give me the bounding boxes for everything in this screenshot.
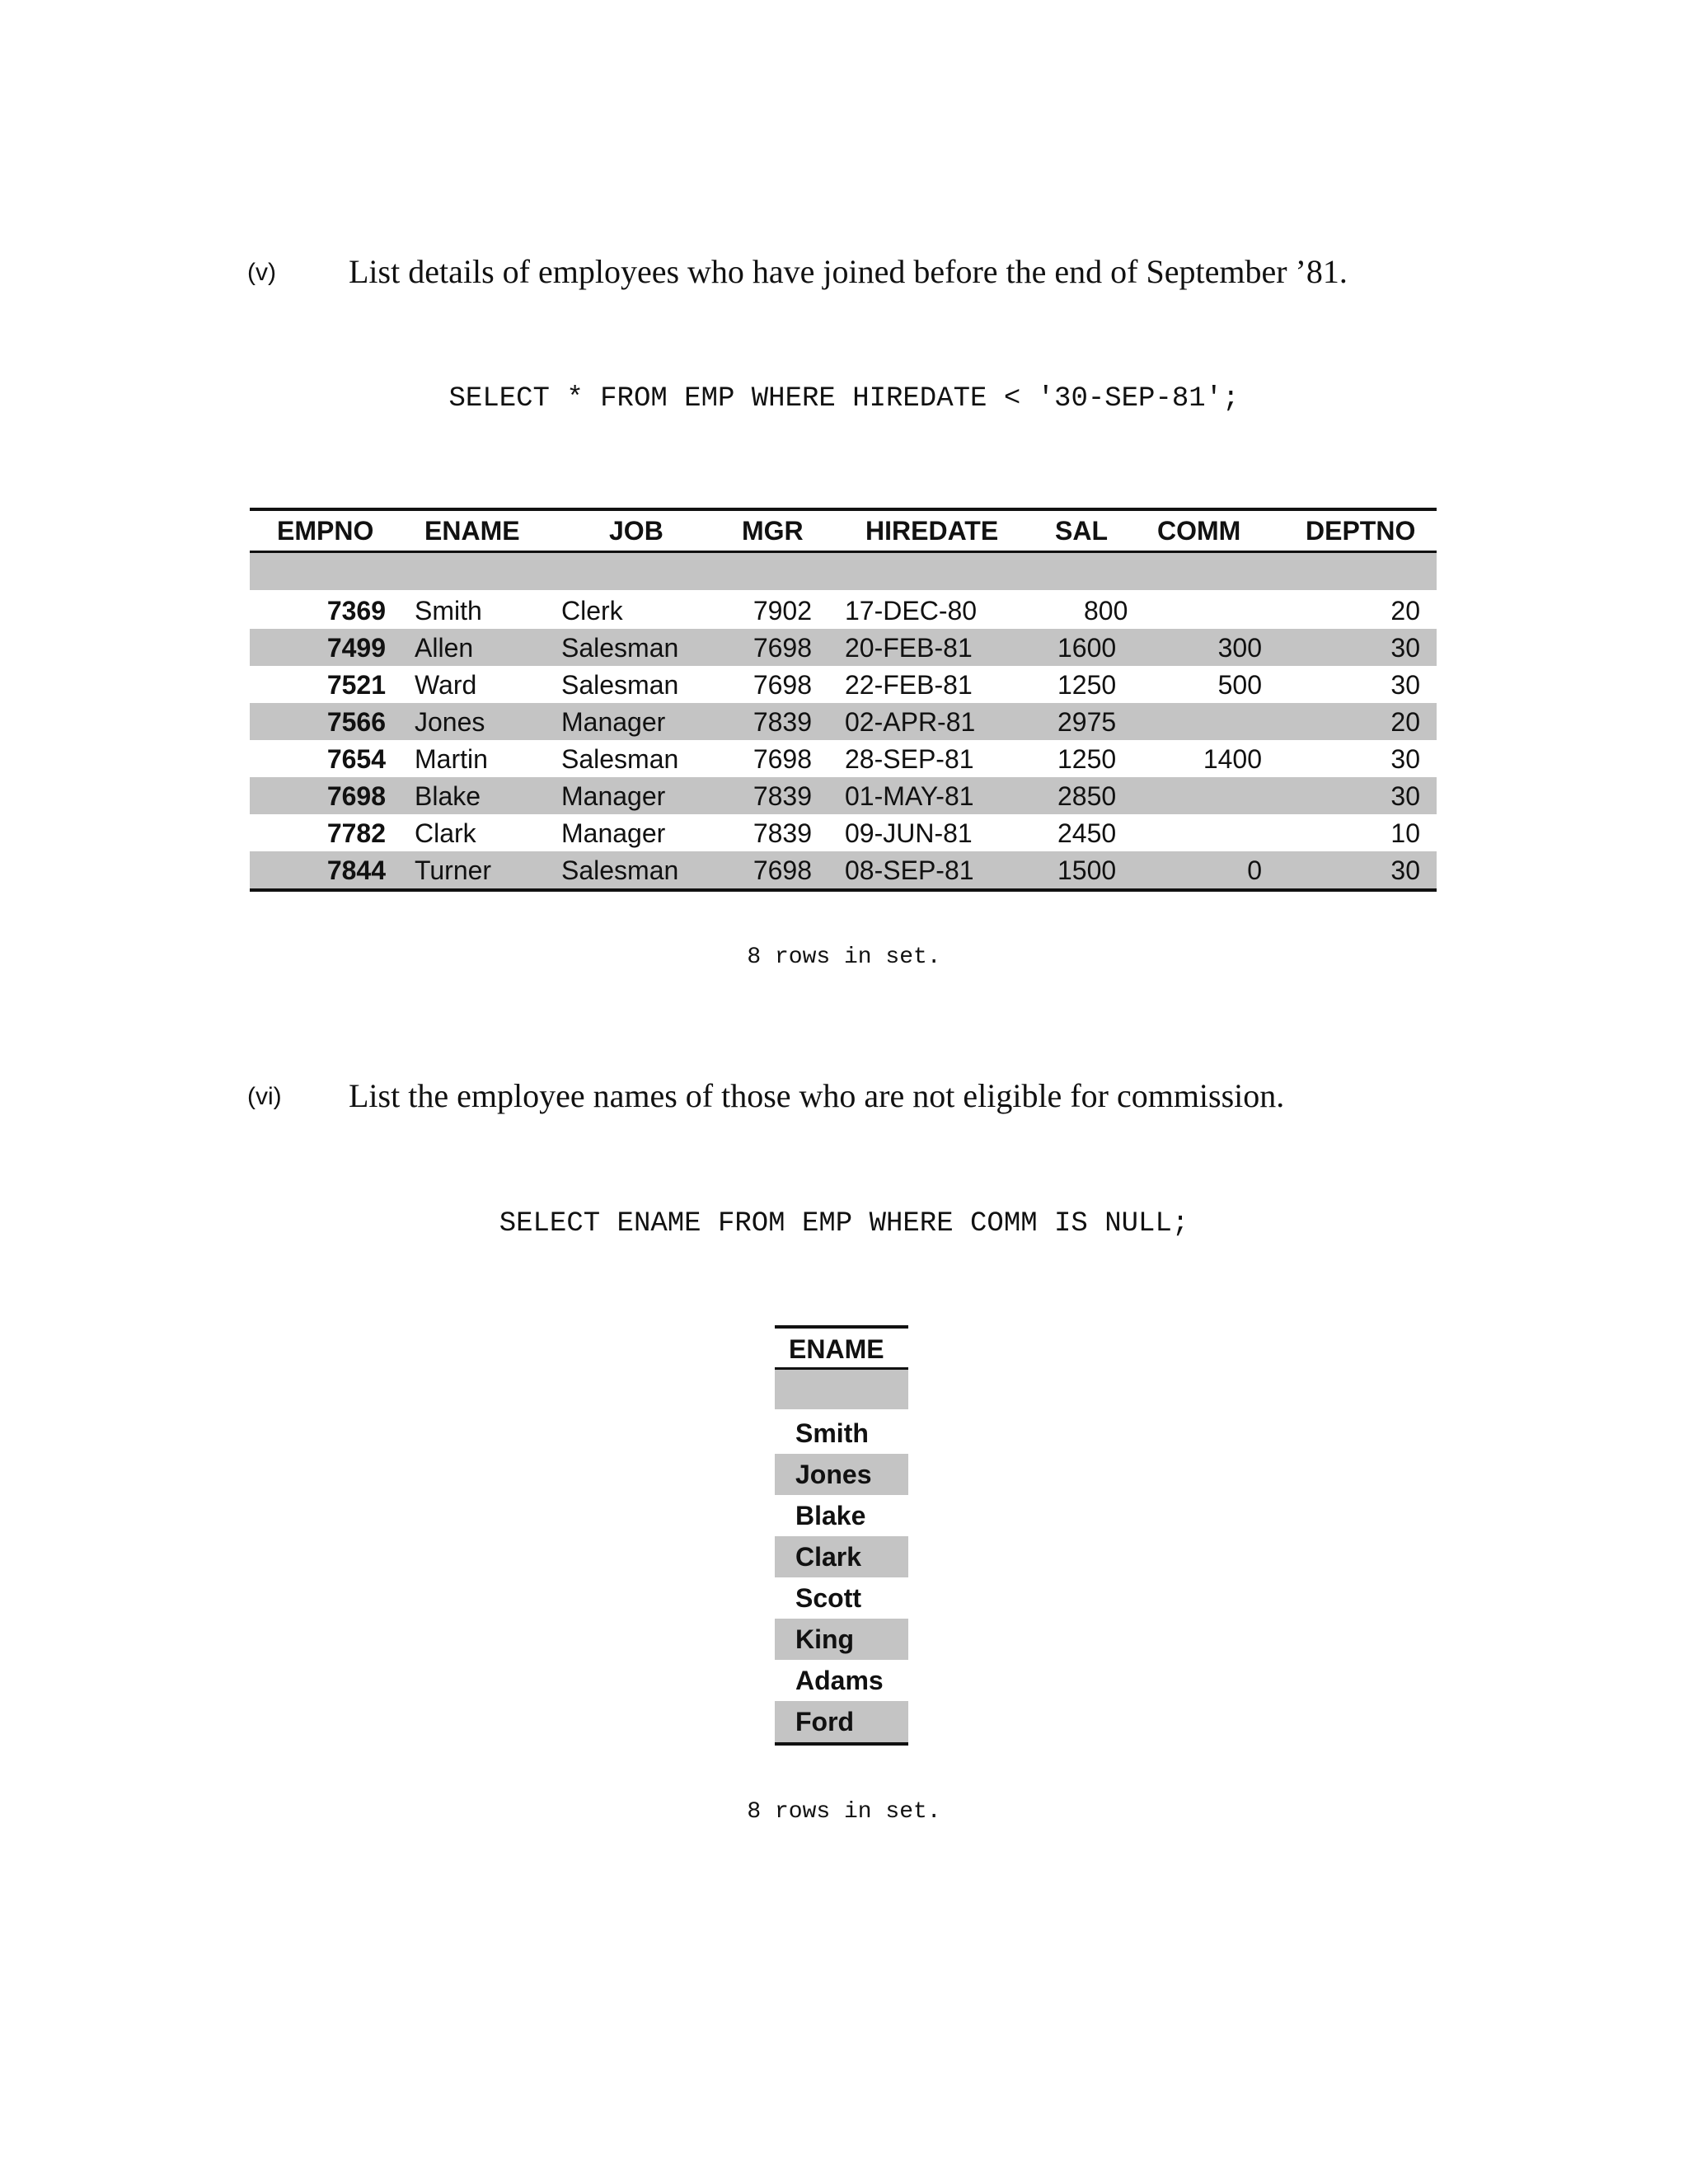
cell-empno: 7369 bbox=[326, 596, 386, 626]
question-number-vi: (vi) bbox=[247, 1083, 282, 1110]
column-header-hiredate: HIREDATE bbox=[865, 516, 999, 546]
list-item: Clark bbox=[775, 1536, 908, 1577]
cell-ename: Martin bbox=[415, 744, 488, 774]
cell-job: Salesman bbox=[561, 633, 679, 663]
cell-sal: 2450 bbox=[1057, 818, 1117, 848]
cell-hiredate: 02-APR-81 bbox=[845, 707, 976, 737]
list-item: Blake bbox=[795, 1501, 866, 1530]
cell-sal: 1250 bbox=[1057, 670, 1117, 700]
cell-deptno: 30 bbox=[1390, 670, 1420, 700]
table-row bbox=[250, 666, 1437, 703]
column-header-ename: ENAME bbox=[424, 516, 520, 546]
cell-sal: 800 bbox=[1084, 596, 1128, 626]
sql-query-vi: SELECT ENAME FROM EMP WHERE COMM IS NULL; bbox=[499, 1208, 1189, 1240]
cell-mgr: 7698 bbox=[753, 633, 812, 663]
question-number-v: (v) bbox=[247, 259, 276, 286]
rows-count-note-v: 8 rows in set. bbox=[747, 944, 941, 970]
cell-deptno: 20 bbox=[1390, 707, 1420, 737]
column-header-mgr: MGR bbox=[742, 516, 804, 546]
question-text-vi: List the employee names of those who are not eligible for commission. bbox=[349, 1077, 1285, 1114]
list-item: Scott bbox=[795, 1583, 861, 1613]
question-text-v: List details of employees who have joined before the end of September ’81. bbox=[349, 253, 1348, 290]
ename-result-table bbox=[775, 1325, 908, 1746]
cell-ename: Clark bbox=[415, 818, 476, 848]
list-item: Smith bbox=[795, 1418, 869, 1448]
cell-ename: Turner bbox=[415, 855, 492, 885]
sql-query-v: SELECT * FROM EMP WHERE HIREDATE < '30-SEP-81'; bbox=[448, 383, 1240, 415]
cell-mgr: 7698 bbox=[753, 670, 812, 700]
cell-empno: 7499 bbox=[326, 633, 386, 663]
table-row bbox=[250, 851, 1437, 888]
cell-ename: Jones bbox=[415, 707, 485, 737]
cell-job: Salesman bbox=[561, 744, 679, 774]
column-header-comm: COMM bbox=[1157, 516, 1241, 546]
column-header-sal: SAL bbox=[1055, 516, 1108, 546]
table-row bbox=[250, 592, 1437, 629]
cell-hiredate: 17-DEC-80 bbox=[845, 596, 978, 626]
cell-ename: Smith bbox=[415, 596, 482, 626]
cell-hiredate: 01-MAY-81 bbox=[845, 781, 974, 811]
cell-deptno: 20 bbox=[1390, 596, 1420, 626]
cell-job: Manager bbox=[561, 707, 666, 737]
cell-sal: 2850 bbox=[1057, 781, 1117, 811]
column-header-job: JOB bbox=[609, 516, 663, 546]
cell-hiredate: 28-SEP-81 bbox=[845, 744, 974, 774]
table-row bbox=[250, 629, 1437, 666]
table-row bbox=[250, 777, 1437, 814]
cell-mgr: 7698 bbox=[753, 855, 812, 885]
column-header-deptno: DEPTNO bbox=[1306, 516, 1416, 546]
cell-job: Manager bbox=[561, 818, 666, 848]
cell-deptno: 30 bbox=[1390, 781, 1420, 811]
cell-comm: 300 bbox=[1217, 633, 1262, 663]
list-item: Adams bbox=[795, 1666, 884, 1695]
column-header-empno: EMPNO bbox=[277, 516, 374, 546]
cell-deptno: 10 bbox=[1390, 818, 1420, 848]
cell-hiredate: 09-JUN-81 bbox=[845, 818, 973, 848]
cell-empno: 7698 bbox=[326, 781, 386, 811]
cell-hiredate: 20-FEB-81 bbox=[845, 633, 973, 663]
cell-comm: 1400 bbox=[1203, 744, 1262, 774]
cell-comm: 0 bbox=[1247, 855, 1262, 885]
cell-ename: Blake bbox=[415, 781, 481, 811]
cell-job: Clerk bbox=[561, 596, 623, 626]
cell-sal: 2975 bbox=[1057, 707, 1117, 737]
cell-empno: 7844 bbox=[326, 855, 386, 885]
cell-mgr: 7698 bbox=[753, 744, 812, 774]
header-shade-band bbox=[775, 1370, 908, 1409]
cell-sal: 1600 bbox=[1057, 633, 1117, 663]
cell-job: Manager bbox=[561, 781, 666, 811]
cell-ename: Ward bbox=[415, 670, 477, 700]
rows-count-note-vi: 8 rows in set. bbox=[747, 1799, 941, 1825]
cell-mgr: 7839 bbox=[753, 781, 812, 811]
cell-job: Salesman bbox=[561, 855, 679, 885]
table-row bbox=[250, 703, 1437, 740]
list-item: Ford bbox=[775, 1701, 908, 1742]
cell-empno: 7521 bbox=[326, 670, 386, 700]
list-item: King bbox=[775, 1619, 908, 1660]
cell-empno: 7566 bbox=[326, 707, 386, 737]
cell-hiredate: 22-FEB-81 bbox=[845, 670, 973, 700]
cell-mgr: 7839 bbox=[753, 818, 812, 848]
header-shade-band bbox=[250, 553, 1437, 590]
table-row bbox=[250, 814, 1437, 851]
cell-sal: 1500 bbox=[1057, 855, 1117, 885]
cell-ename: Allen bbox=[415, 633, 474, 663]
table-header-row bbox=[250, 511, 1437, 553]
cell-deptno: 30 bbox=[1390, 744, 1420, 774]
emp-result-table bbox=[250, 508, 1437, 892]
table-row bbox=[250, 740, 1437, 777]
column-header-ename: ENAME bbox=[775, 1329, 908, 1370]
list-item: Jones bbox=[775, 1454, 908, 1495]
cell-sal: 1250 bbox=[1057, 744, 1117, 774]
cell-empno: 7654 bbox=[326, 744, 386, 774]
cell-hiredate: 08-SEP-81 bbox=[845, 855, 974, 885]
cell-deptno: 30 bbox=[1390, 633, 1420, 663]
cell-mgr: 7839 bbox=[753, 707, 812, 737]
cell-mgr: 7902 bbox=[753, 596, 812, 626]
cell-job: Salesman bbox=[561, 670, 679, 700]
cell-deptno: 30 bbox=[1390, 855, 1420, 885]
cell-empno: 7782 bbox=[326, 818, 386, 848]
cell-comm: 500 bbox=[1217, 670, 1262, 700]
